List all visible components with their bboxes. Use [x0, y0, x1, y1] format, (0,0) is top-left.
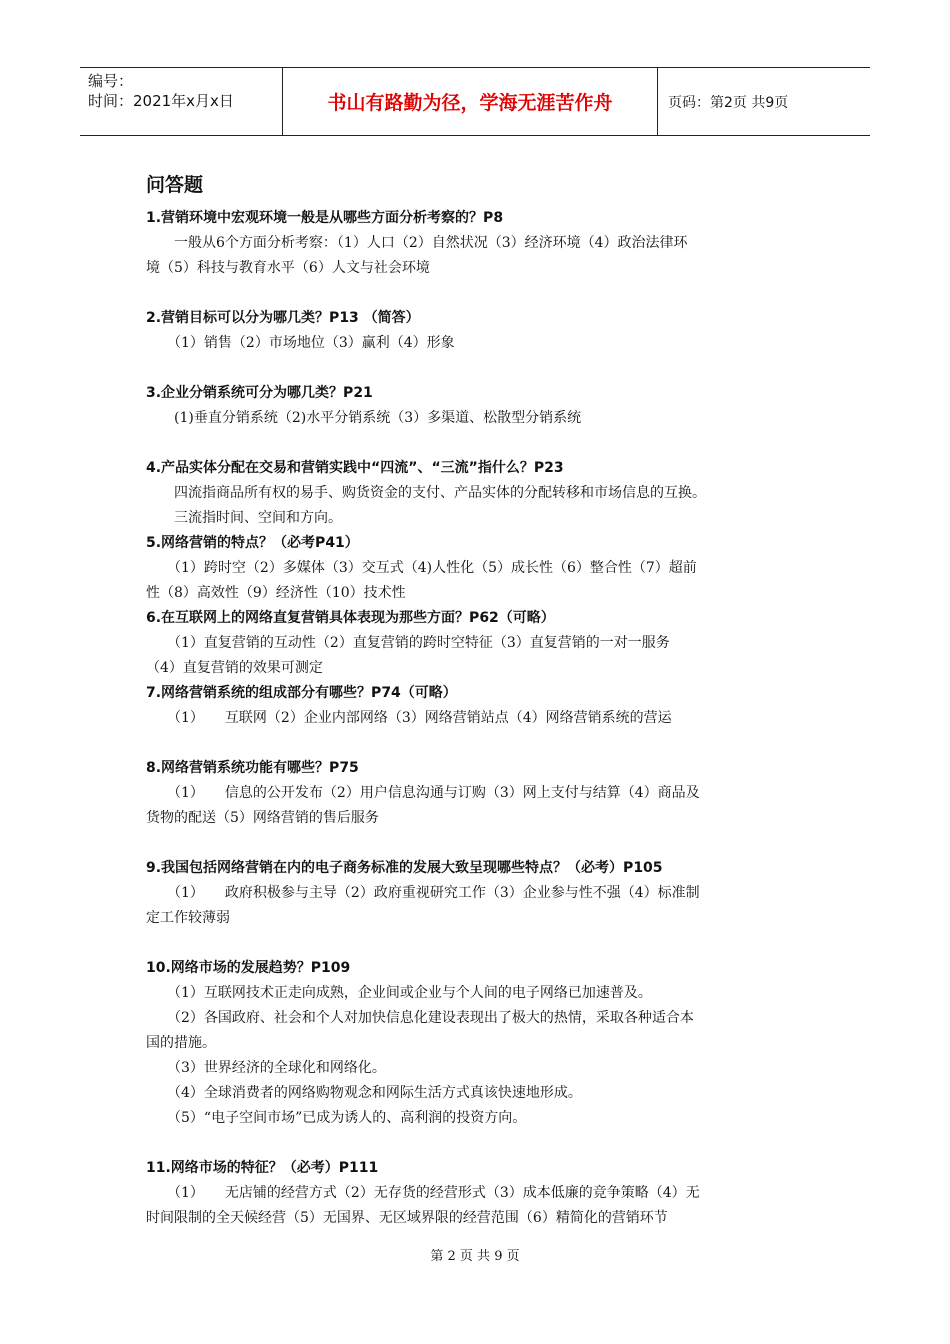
answer-line: （1）直复营销的互动性（2）直复营销的跨时空特征（3）直复营销的一对一服务 [146, 635, 670, 651]
section-title: 问答题 [146, 174, 204, 196]
answer-line: 时间限制的全天候经营（5）无国界、无区域界限的经营范围（6）精简化的营销环节 [146, 1210, 668, 1226]
page-header [80, 67, 870, 136]
answer-line: （1） 信息的公开发布（2）用户信息沟通与订购（3）网上支付与结算（4）商品及 [146, 785, 700, 801]
question: 10.网络市场的发展趋势？P109 [146, 960, 351, 976]
qa-item [146, 606, 814, 681]
question: 7.网络营销系统的组成部分有哪些？P74（可略） [146, 685, 457, 701]
qa-item [146, 206, 814, 306]
answer [146, 631, 814, 681]
qa-item [146, 306, 814, 381]
answer-line: 性（8）高效性（9）经济性（10）技术性 [146, 585, 406, 601]
question: 4.产品实体分配在交易和营销实践中“四流”、“三流”指什么？P23 [146, 460, 564, 476]
answer-line: （4）全球消费者的网络购物观念和网际生活方式真该快速地形成。 [146, 1085, 582, 1101]
answer [146, 556, 814, 606]
answer [146, 981, 814, 1131]
header-meta [80, 68, 282, 135]
qa-item [146, 956, 814, 1156]
answer-line: 一般从6个方面分析考察：（1）人口（2）自然状况（3）经济环境（4）政治法律环 [146, 235, 688, 251]
answer-line: (1)垂直分销系统（2)水平分销系统（3）多渠道、松散型分销系统 [146, 410, 582, 426]
spacer [146, 356, 814, 381]
answer [146, 406, 814, 431]
answer-line: （1） 政府积极参与主导（2）政府重视研究工作（3）企业参与性不强（4）标准制 [146, 885, 700, 901]
qa-item [146, 856, 814, 956]
qa-item [146, 756, 814, 856]
qa-item [146, 456, 814, 531]
answer-line: （1） 无店铺的经营方式（2）无存货的经营形式（3）成本低廉的竞争策略（4）无 [146, 1185, 700, 1201]
question: 3.企业分销系统可分为哪几类？P21 [146, 385, 373, 401]
question: 8.网络营销系统功能有哪些？P75 [146, 760, 359, 776]
question: 11.网络市场的特征？（必考）P111 [146, 1160, 379, 1176]
motto: 书山有路勤为径，学海无涯苦作舟 [282, 68, 658, 135]
answer [146, 331, 814, 356]
answer-line: （1）互联网技术正走向成熟，企业间或企业与个人间的电子网络已加速普及。 [146, 985, 652, 1001]
question: 9.我国包括网络营销在内的电子商务标准的发展大致呈现哪些特点？（必考）P105 [146, 860, 663, 876]
serial-label: 编号： [88, 72, 134, 90]
spacer [146, 831, 814, 856]
qa-list [146, 206, 814, 1231]
qa-item [146, 381, 814, 456]
document-body [146, 170, 814, 1231]
answer [146, 781, 814, 831]
answer-line: （4）直复营销的效果可测定 [146, 660, 323, 676]
answer-line: 国的措施。 [146, 1035, 216, 1051]
spacer [146, 281, 814, 306]
answer-line: （2）各国政府、社会和个人对加快信息化建设表现出了极大的热情，采取各种适合本 [146, 1010, 694, 1026]
answer-line: （1）跨时空（2）多媒体（3）交互式（4)人性化（5）成长性（6）整合性（7）超前 [146, 560, 697, 576]
question: 2.营销目标可以分为哪几类？P13 （简答） [146, 310, 420, 326]
page-footer: 第 2 页 共 9 页 [430, 1249, 520, 1264]
answer-line: 货物的配送（5）网络营销的售后服务 [146, 810, 379, 826]
question: 6.在互联网上的网络直复营销具体表现为那些方面？P62（可略） [146, 610, 555, 626]
qa-item [146, 531, 814, 606]
question: 1.营销环境中宏观环境一般是从哪些方面分析考察的？P8 [146, 210, 504, 226]
answer-line: 境（5）科技与教育水平（6）人文与社会环境 [146, 260, 430, 276]
spacer [146, 731, 814, 756]
answer-line: 四流指商品所有权的易手、购货资金的支付、产品实体的分配转移和市场信息的互换。 [146, 485, 706, 501]
answer-line: 三流指时间、空间和方向。 [146, 510, 342, 526]
qa-item [146, 681, 814, 756]
answer [146, 706, 814, 731]
qa-item [146, 1156, 814, 1231]
answer [146, 481, 814, 531]
page-code: 页码：第2页 共9页 [668, 94, 789, 111]
spacer [146, 431, 814, 456]
answer-line: （1） 互联网（2）企业内部网络（3）网络营销站点（4）网络营销系统的营运 [146, 710, 672, 726]
spacer [146, 1131, 814, 1156]
question: 5.网络营销的特点？（必考P41） [146, 535, 359, 551]
answer-line: （1）销售（2）市场地位（3）赢利（4）形象 [146, 335, 455, 351]
answer [146, 231, 814, 281]
answer-line: （3）世界经济的全球化和网络化。 [146, 1060, 386, 1076]
spacer [146, 931, 814, 956]
date-label: 时间：2021年x月x日 [88, 92, 234, 110]
answer [146, 881, 814, 931]
answer [146, 1181, 814, 1231]
answer-line: 定工作较薄弱 [146, 910, 230, 926]
answer-line: （5）“电子空间市场”已成为诱人的、高利润的投资方向。 [146, 1110, 527, 1126]
